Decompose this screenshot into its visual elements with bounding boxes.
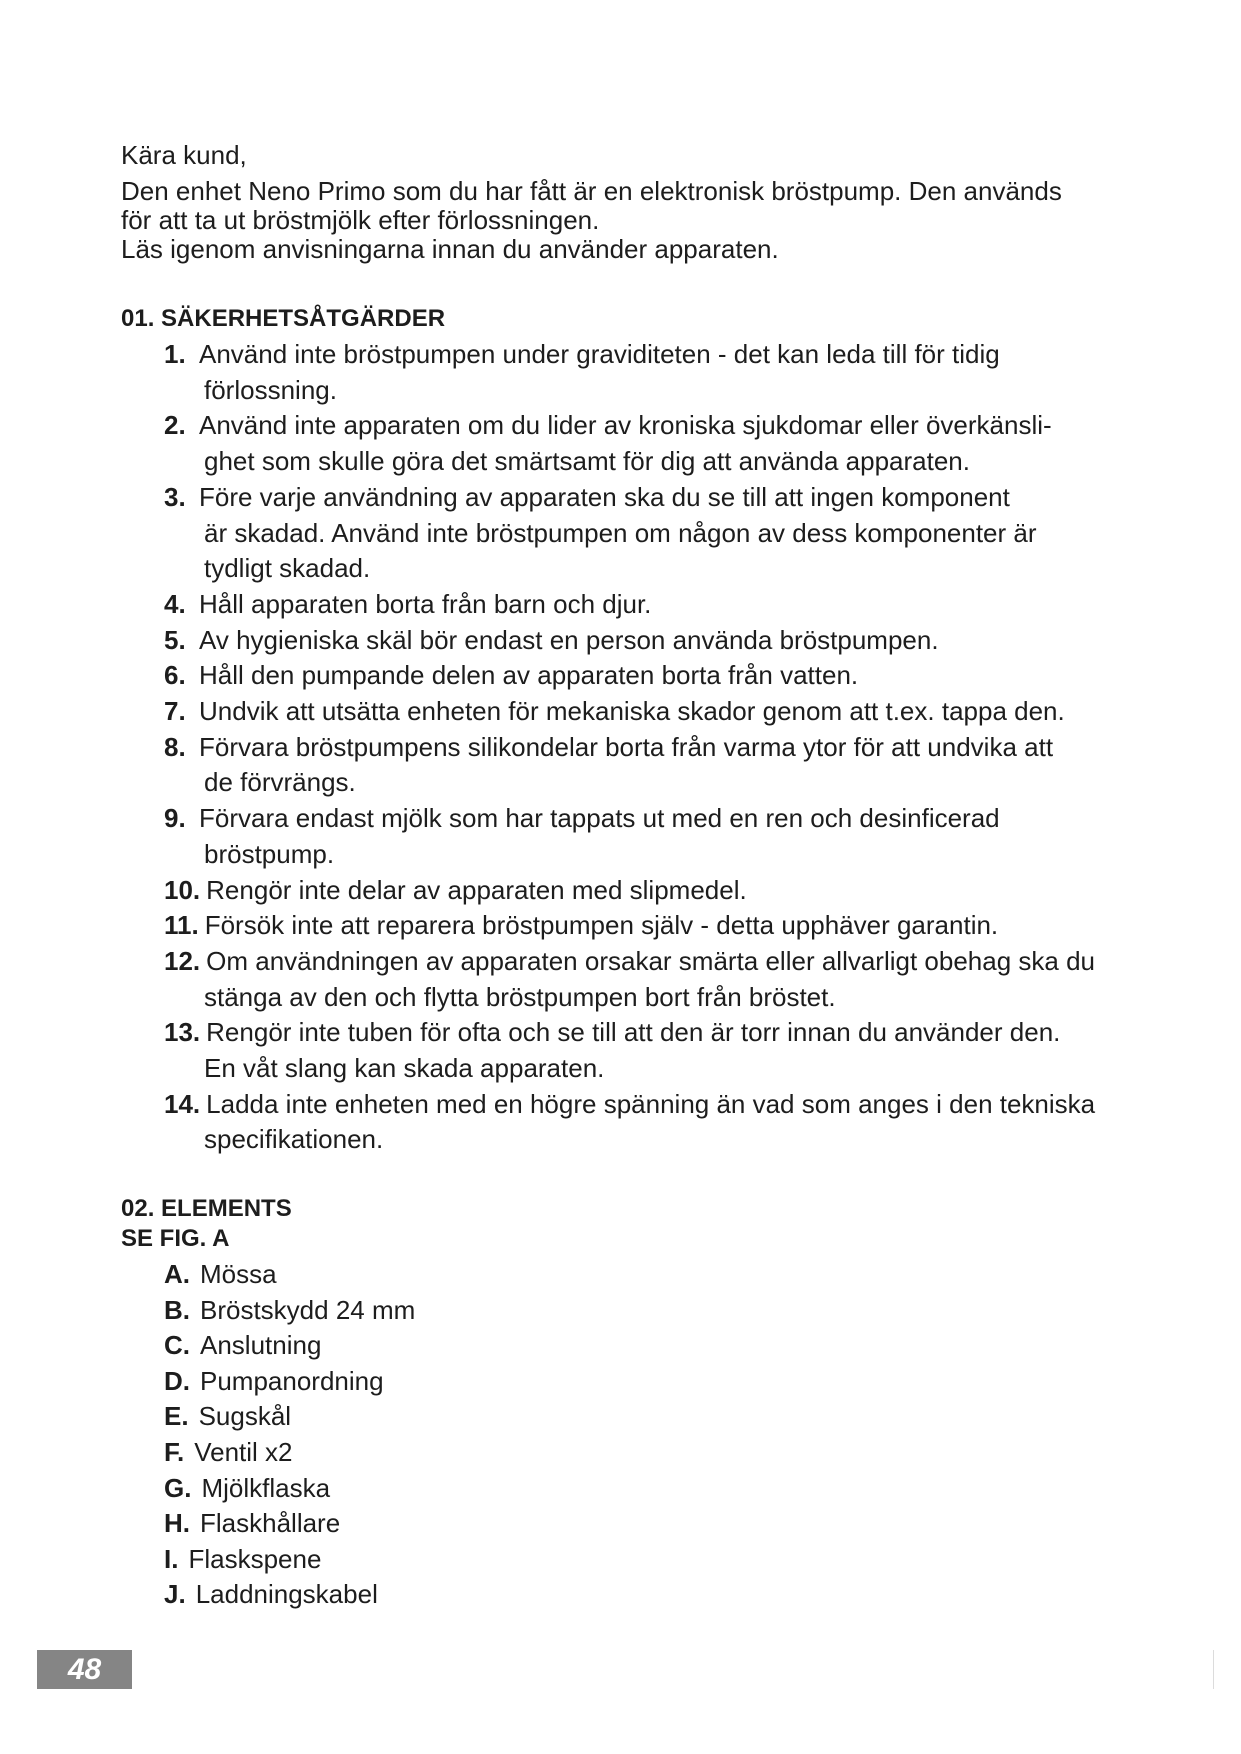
item-text-continued: ghet som skulle göra det smärtsamt för dig att använda apparaten. xyxy=(204,446,970,477)
safety-item xyxy=(164,658,1095,694)
element-label: Bröstskydd 24 mm xyxy=(200,1294,416,1325)
item-text-continued: En våt slang kan skada apparaten. xyxy=(204,1053,605,1084)
page-number-badge: 48 xyxy=(37,1650,132,1689)
item-number: 13. xyxy=(164,1017,201,1048)
item-text-continued: specifikationen. xyxy=(204,1124,384,1155)
element-label: Mössa xyxy=(200,1259,277,1289)
item-text: Förvara bröstpumpens silikondelar borta från varma ytor för att undvika att xyxy=(199,731,1054,762)
safety-item xyxy=(164,908,1095,944)
safety-item xyxy=(164,480,1095,587)
safety-heading: 01. SÄKERHETSÅTGÄRDER xyxy=(121,305,446,332)
elements-list xyxy=(164,1257,415,1613)
element-label: Flaskhållare xyxy=(200,1508,341,1539)
element-label: Anslutning xyxy=(200,1330,322,1361)
element-letter: B. xyxy=(164,1294,190,1325)
item-text: Ladda inte enheten med en högre spänning än vad som anges i den tekniska xyxy=(206,1088,1096,1119)
greeting: Kära kund, xyxy=(121,140,247,170)
safety-item xyxy=(164,1087,1095,1158)
item-number: 11. xyxy=(164,910,199,941)
item-text-continued: är skadad. Använd inte bröstpumpen om någon av dess komponenter är xyxy=(204,517,1037,548)
element-letter: I. xyxy=(164,1543,179,1574)
item-number: 3. xyxy=(164,481,186,512)
item-text: Före varje användning av apparaten ska du se till att ingen komponent xyxy=(199,481,1010,512)
element-letter: G. xyxy=(164,1472,192,1503)
element-label: Pumpanordning xyxy=(200,1365,384,1396)
item-text: Försök inte att reparera bröstpumpen själv - detta upphäver garantin. xyxy=(204,910,999,941)
safety-item xyxy=(164,337,1095,408)
element-item xyxy=(164,1328,415,1364)
item-number: 8. xyxy=(164,731,186,762)
item-number: 6. xyxy=(164,660,186,691)
item-number: 2. xyxy=(164,410,186,441)
element-letter: E. xyxy=(164,1401,189,1432)
intro xyxy=(121,141,1062,264)
item-number: 1. xyxy=(164,339,186,369)
element-item xyxy=(164,1364,415,1400)
safety-item xyxy=(164,694,1095,730)
element-item xyxy=(164,1506,415,1542)
item-text: Håll apparaten borta från barn och djur. xyxy=(199,588,652,619)
element-letter: C. xyxy=(164,1330,190,1361)
safety-item xyxy=(164,408,1095,479)
item-text-continued: de förvrängs. xyxy=(204,767,356,798)
item-text: Förvara endast mjölk som har tappats ut med en ren och desinficerad xyxy=(199,803,1000,834)
item-number: 4. xyxy=(164,588,186,619)
safety-item xyxy=(164,801,1095,872)
item-number: 14. xyxy=(164,1088,201,1119)
safety-item xyxy=(164,873,1095,909)
element-letter: D. xyxy=(164,1365,190,1396)
element-letter: F. xyxy=(164,1436,185,1467)
item-text-continued: tydligt skadad. xyxy=(204,553,371,584)
item-text: Rengör inte tuben för ofta och se till att den är torr innan du använder den. xyxy=(206,1017,1061,1048)
element-item xyxy=(164,1471,415,1507)
item-number: 7. xyxy=(164,696,186,727)
element-label: Sugskål xyxy=(198,1401,292,1432)
item-text: Om användningen av apparaten orsakar smärta eller allvarligt obehag ska du xyxy=(206,945,1096,976)
elements-section xyxy=(121,1194,415,1613)
element-letter: A. xyxy=(164,1259,190,1289)
element-letter: J. xyxy=(164,1579,186,1610)
item-number: 5. xyxy=(164,624,186,655)
item-number: 12. xyxy=(164,945,201,976)
item-text: Av hygieniska skäl bör endast en person använda bröstpumpen. xyxy=(199,624,939,655)
item-text: Använd inte bröstpumpen under graviditeten - det kan leda till för tidig xyxy=(199,339,1000,369)
safety-list xyxy=(164,337,1095,1158)
element-label: Laddningskabel xyxy=(195,1579,378,1610)
intro-line: Den enhet Neno Primo som du har fått är en elektronisk bröstpump. Den används xyxy=(121,176,1062,206)
element-item xyxy=(164,1577,415,1613)
item-text: Håll den pumpande delen av apparaten borta från vatten. xyxy=(199,660,859,691)
safety-item xyxy=(164,1015,1095,1086)
item-number: 10. xyxy=(164,874,201,905)
element-item xyxy=(164,1257,415,1293)
element-label: Ventil x2 xyxy=(194,1436,293,1467)
item-text-continued: stänga av den och flytta bröstpumpen bort från bröstet. xyxy=(204,981,836,1012)
element-letter: H. xyxy=(164,1508,190,1539)
elements-subheading: SE FIG. A xyxy=(121,1225,230,1252)
element-label: Mjölkflaska xyxy=(201,1472,331,1503)
item-text: Rengör inte delar av apparaten med slipmedel. xyxy=(206,874,747,905)
item-text-continued: förlossning. xyxy=(204,374,337,405)
element-item xyxy=(164,1435,415,1471)
element-item xyxy=(164,1542,415,1578)
intro-line: Läs igenom anvisningarna innan du använder apparaten. xyxy=(121,234,779,264)
safety-item xyxy=(164,730,1095,801)
safety-item xyxy=(164,944,1095,1015)
element-item xyxy=(164,1399,415,1435)
element-label: Flaskspene xyxy=(188,1543,322,1574)
safety-item xyxy=(164,587,1095,623)
element-item xyxy=(164,1293,415,1329)
safety-item xyxy=(164,623,1095,659)
item-text: Använd inte apparaten om du lider av kroniska sjukdomar eller överkänsli- xyxy=(199,410,1052,441)
page-edge-divider xyxy=(1213,1650,1214,1689)
item-text-continued: bröstpump. xyxy=(204,838,335,869)
elements-heading: 02. ELEMENTS xyxy=(121,1195,292,1222)
intro-line: för att ta ut bröstmjölk efter förlossningen. xyxy=(121,205,600,235)
safety-section xyxy=(121,301,1095,1158)
item-text: Undvik att utsätta enheten för mekaniska skador genom att t.ex. tappa den. xyxy=(199,696,1065,727)
item-number: 9. xyxy=(164,803,186,834)
